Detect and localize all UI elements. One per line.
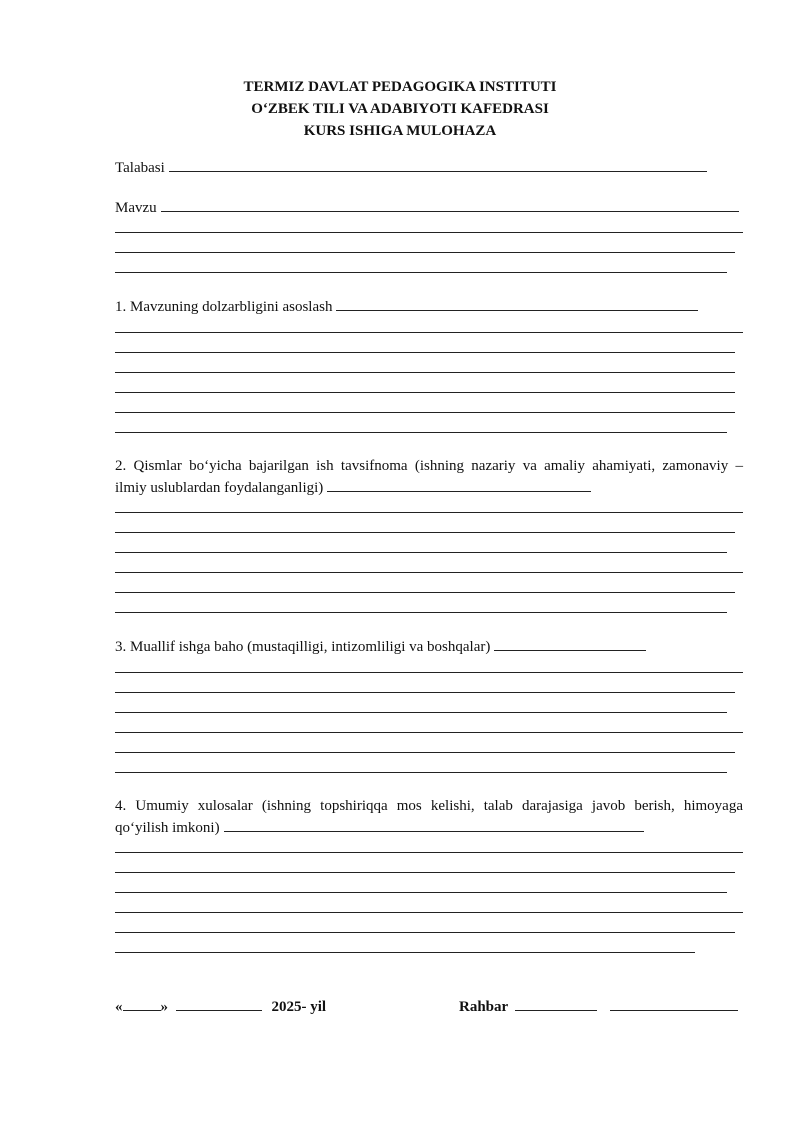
supervisor-name-line[interactable] (610, 996, 738, 1011)
section-1-input-line[interactable] (336, 296, 698, 311)
section-2-heading-line-2 (115, 477, 591, 498)
section-3-line[interactable] (115, 672, 743, 673)
section-1-line[interactable] (115, 412, 735, 413)
section-2-line[interactable] (115, 532, 735, 533)
department-name: O‘ZBEK TILI VA ADABIYOTI KAFEDRASI (251, 101, 549, 117)
section-4-heading-line-1: 4. Umumiy xulosalar (ishning topshiriqqa mos kelishi, talab darajasiga javob berish, himoyaga (115, 798, 743, 814)
section-1-line[interactable] (115, 432, 727, 433)
section-2-input-line[interactable] (327, 477, 591, 492)
section-4-line[interactable] (115, 852, 743, 853)
section-3-label: 3. Muallif ishga baho (mustaqilligi, intizomliligi va boshqalar) (115, 639, 491, 655)
section-2-line[interactable] (115, 512, 743, 513)
year-label: 2025- yil (271, 999, 327, 1015)
section-2-line[interactable] (115, 612, 727, 613)
section-3-line[interactable] (115, 692, 735, 693)
section-2-line[interactable] (115, 552, 727, 553)
section-4-line[interactable] (115, 932, 735, 933)
section-2-heading-line-1: 2. Qismlar bo‘yicha bajarilgan ish tavsifnoma (ishning nazariy va amaliy ahamiyati, zamonaviy – (115, 458, 743, 474)
section-3-input-line[interactable] (494, 636, 646, 651)
section-2-line[interactable] (115, 592, 735, 593)
section-1-label: 1. Mavzuning dolzarbligini asoslash (115, 299, 333, 315)
topic-label: Mavzu (115, 200, 157, 216)
topic-line-2[interactable] (115, 232, 743, 233)
section-3-line[interactable] (115, 752, 735, 753)
document-header (0, 76, 800, 142)
topic-line-4[interactable] (115, 272, 727, 273)
section-3-line[interactable] (115, 732, 743, 733)
topic-line-3[interactable] (115, 252, 735, 253)
date-field (115, 996, 326, 1016)
student-field (115, 157, 707, 178)
supervisor-field (459, 996, 738, 1016)
section-1-line[interactable] (115, 392, 735, 393)
close-quote: » (160, 999, 168, 1015)
supervisor-signature-line[interactable] (515, 996, 597, 1011)
institute-name: TERMIZ DAVLAT PEDAGOGIKA INSTITUTI (243, 79, 557, 95)
section-2-label-cont: ilmiy uslublardan foydalanganligi) (115, 480, 324, 496)
month-input-line[interactable] (176, 996, 262, 1011)
section-3-line[interactable] (115, 712, 727, 713)
section-4-line[interactable] (115, 912, 743, 913)
section-4-line[interactable] (115, 892, 727, 893)
section-4-heading-line-2 (115, 817, 644, 838)
topic-input-line[interactable] (161, 197, 739, 212)
student-label: Talabasi (115, 160, 165, 176)
open-quote: « (115, 999, 123, 1015)
section-4-line[interactable] (115, 872, 735, 873)
student-input-line[interactable] (169, 157, 707, 172)
section-2-line[interactable] (115, 572, 743, 573)
day-input-line[interactable] (123, 996, 161, 1011)
section-4-line[interactable] (115, 952, 695, 953)
section-1-line[interactable] (115, 332, 743, 333)
document-title: KURS ISHIGA MULOHAZA (303, 123, 497, 139)
section-3-heading (115, 636, 646, 657)
topic-field (115, 197, 739, 218)
section-4-label-cont: qo‘yilish imkoni) (115, 820, 220, 836)
section-1-line[interactable] (115, 352, 735, 353)
section-3-line[interactable] (115, 772, 727, 773)
supervisor-label: Rahbar (459, 999, 508, 1015)
section-1-line[interactable] (115, 372, 735, 373)
section-1-heading (115, 296, 698, 317)
section-4-input-line[interactable] (224, 817, 644, 832)
